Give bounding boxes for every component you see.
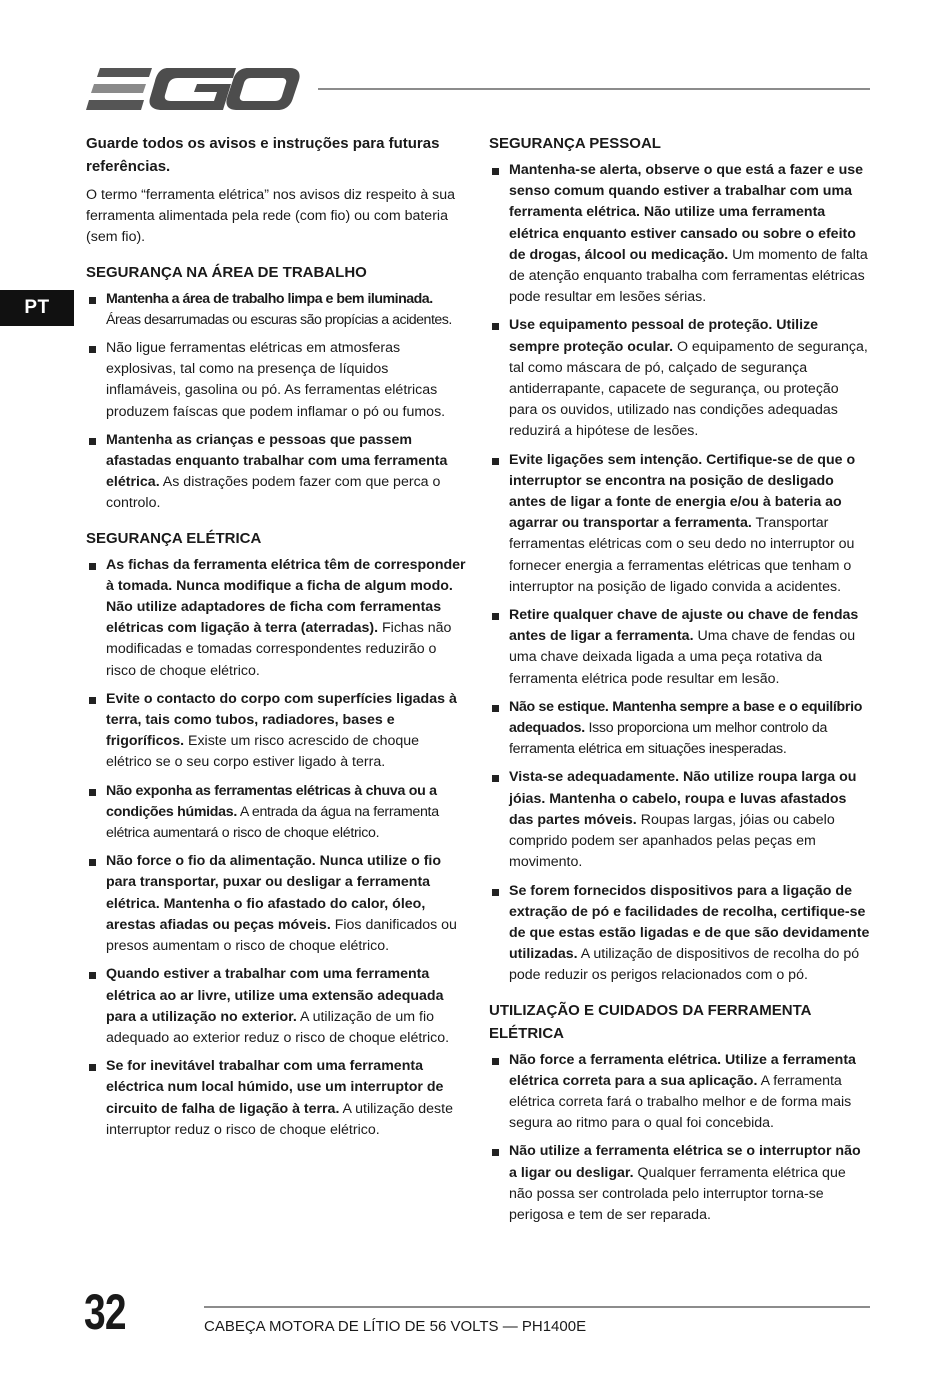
intro-paragraph: O termo “ferramenta elétrica” nos avisos diz respeito à sua ferramenta alimentada pela rede (com fio) ou com bateria (sem fio). — [86, 187, 456, 246]
page-number: 32 — [84, 1284, 126, 1340]
list-item: Mantenha-se alerta, observe o que está a fazer e use senso comum quando estiver a trabalhar com uma ferramenta elétrica. Não utilize uma ferramenta elétrica enquanto estiver cansado ou sobre o efeito de drogas, álcool ou medicação. Um momento de falta de atenção enquanto trabalha com ferramentas elétricas pode resultar em lesões sérias. — [489, 160, 871, 308]
section-title-work-area: SEGURANÇA NA ÁREA DE TRABALHO — [86, 263, 367, 281]
ego-logo — [86, 64, 300, 114]
header-rule — [318, 88, 870, 90]
list-item: Não se estique. Mantenha sempre a base e o equilíbrio adequados. Isso proporciona um melhor controlo da ferramenta elétrica em situações inesperadas. — [489, 697, 871, 761]
tool-use-list — [489, 1050, 871, 1227]
intro-heading: Guarde todos os avisos e instruções para futuras referências. — [86, 135, 440, 175]
list-item: Vista-se adequadamente. Não utilize roupa larga ou jóias. Mantenha o cabelo, roupa e luvas afastados das partes móveis. Roupas largas, jóias ou cabelo comprido podem ser apanhados pelas peças em movimento. — [489, 767, 871, 873]
list-item: Evite o contacto do corpo com superfícies ligadas à terra, tais como tubos, radiadores, bases e frigoríficos. Existe um risco acrescido de choque elétrico se o seu corpo estiver ligado à terra. — [86, 689, 466, 774]
list-item: Quando estiver a trabalhar com uma ferramenta elétrica ao ar livre, utilize uma extensão adequada para a utilização no exterior. A utilização de um fio adequado ao exterior reduz o risco de choque elétrico. — [86, 964, 466, 1049]
list-item: Use equipamento pessoal de proteção. Utilize sempre proteção ocular. O equipamento de segurança, tal como máscara de pó, calçado de segurança antiderrapante, capacete de segurança, ou proteção para os ouvidos, utilizado nas condições adequadas reduzirá a hipótese de lesões. — [489, 315, 871, 442]
electrical-list — [86, 555, 466, 1141]
right-column — [489, 132, 871, 1233]
footer-title: CABEÇA MOTORA DE LÍTIO DE 56 VOLTS — PH1400E — [204, 1318, 587, 1335]
section-title-electrical: SEGURANÇA ELÉTRICA — [86, 529, 262, 547]
list-item: Não force o fio da alimentação. Nunca utilize o fio para transportar, puxar ou desligar a ferramenta elétrica. Mantenha o fio afastado do calor, óleo, arestas afiadas ou peças móveis. Fios danificados ou presos aumentam o risco de choque elétrico. — [86, 851, 466, 957]
list-item: Se forem fornecidos dispositivos para a ligação de extração de pó e facilidades de recolha, certifique-se de que estas estão ligadas e de que são devidamente utilizadas. A utilização de dispositivos de recolha do pó pode reduzir os perigos relacionados com o pó. — [489, 881, 871, 987]
list-item: Retire qualquer chave de ajuste ou chave de fendas antes de ligar a ferramenta. Uma chave de fendas ou uma chave deixada ligada a uma peça rotativa da ferramenta elétrica pode resultar em lesão. — [489, 605, 871, 690]
work-area-list — [86, 289, 466, 515]
left-column — [86, 132, 466, 1148]
list-item: Não ligue ferramentas elétricas em atmosferas explosivas, tal como na presença de líquidos inflamáveis, gasolina ou pó. As ferramentas elétricas produzem faíscas que podem inflamar o pó ou fumos. — [86, 338, 466, 423]
footer-rule — [204, 1306, 870, 1308]
list-item: Mantenha a área de trabalho limpa e bem iluminada. Áreas desarrumadas ou escuras são propícias a acidentes. — [86, 289, 466, 331]
section-title-personal: SEGURANÇA PESSOAL — [489, 135, 661, 152]
list-item: Se for inevitável trabalhar com uma ferramenta eléctrica num local húmido, use um interruptor de circuito de falha de ligação à terra. A utilização deste interruptor reduz o risco de choque elétrico. — [86, 1056, 466, 1141]
personal-safety-list — [489, 160, 871, 987]
section-title-tool-use: UTILIZAÇÃO E CUIDADOS DA FERRAMENTA ELÉTRICA — [489, 1001, 811, 1042]
list-item: Não exponha as ferramentas elétricas à chuva ou a condições húmidas. A entrada da água na ferramenta elétrica aumentará o risco de choque elétrico. — [86, 781, 466, 845]
list-item: As fichas da ferramenta elétrica têm de corresponder à tomada. Nunca modifique a ficha de algum modo. Não utilize adaptadores de ficha com ferramentas elétricas com ligação à terra (aterradas). Fichas não modificadas e tomadas correspondentes reduzirão o risco de choque elétrico. — [86, 555, 466, 682]
list-item: Não force a ferramenta elétrica. Utilize a ferramenta elétrica correta para a sua aplicação. A ferramenta elétrica correta fará o trabalho melhor e de forma mais segura ao ritmo para o qual foi concebida. — [489, 1050, 871, 1135]
list-item: Não utilize a ferramenta elétrica se o interruptor não a ligar ou desligar. Qualquer ferramenta elétrica que não possa ser controlada pelo interruptor torna-se perigosa e tem de ser reparada. — [489, 1141, 871, 1226]
language-tab: PT — [0, 290, 74, 326]
list-item: Mantenha as crianças e pessoas que passem afastadas enquanto trabalhar com uma ferramenta elétrica. As distrações podem fazer com que perca o controlo. — [86, 430, 466, 515]
list-item: Evite ligações sem intenção. Certifique-se de que o interruptor se encontra na posição de desligado antes de ligar a fonte de energia e/ou à bateria ao agarrar ou transportar a ferramenta. Transportar ferramentas elétricas com o seu dedo no interruptor ou fornecer energia a ferramentas elétricas que tenham o interruptor na posição de ligado convida a acidentes. — [489, 450, 871, 598]
